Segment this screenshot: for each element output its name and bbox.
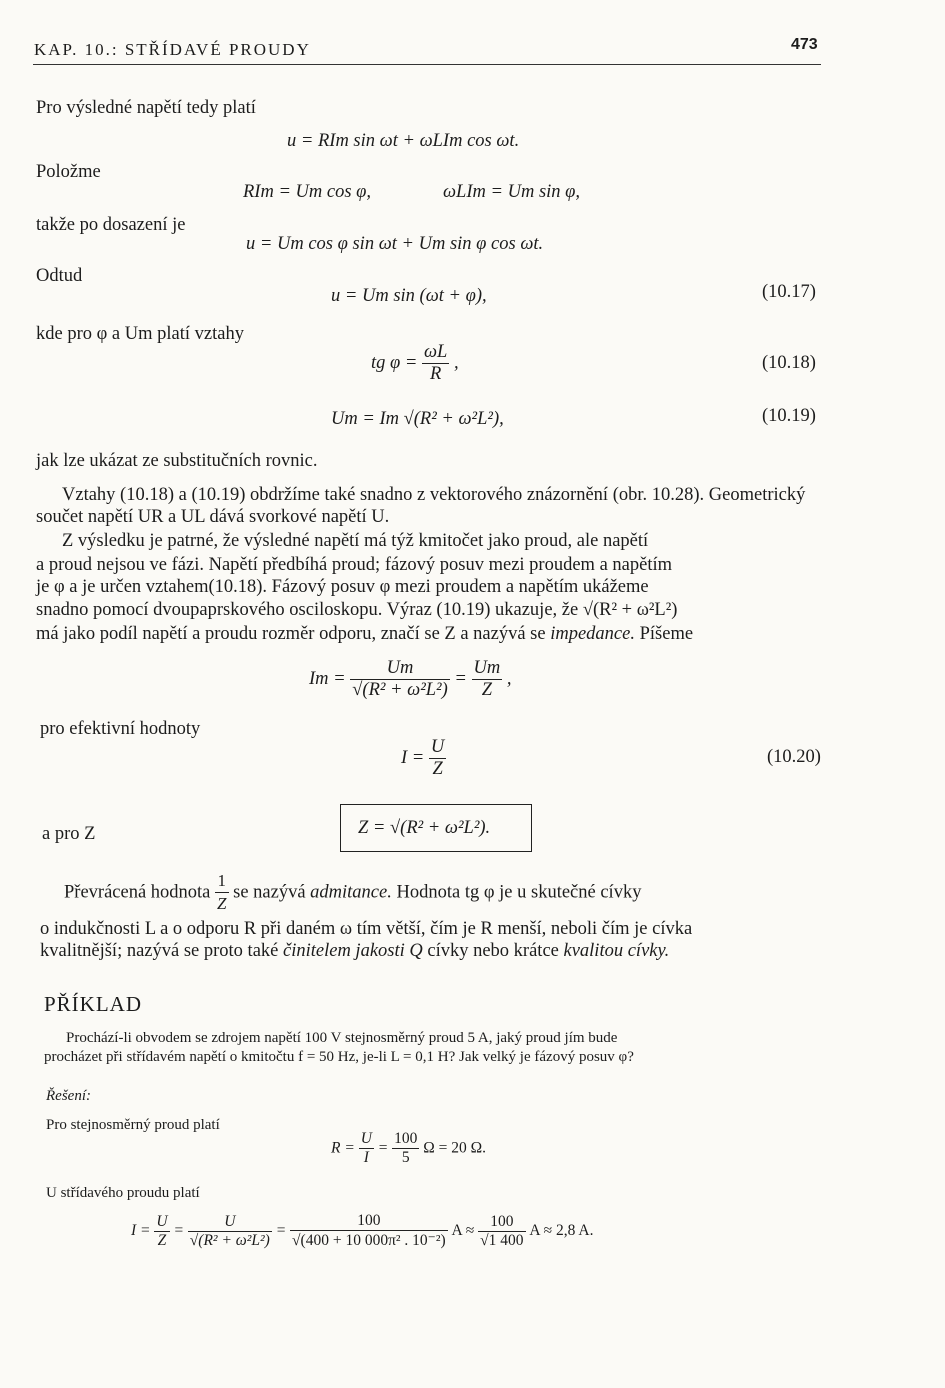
example-text-line-2: procházet při střídavém napětí o kmitočtu f = 50 Hz, je-li L = 0,1 H? Jak velký je fázový posuv φ? (44, 1049, 634, 1065)
eq8-fraction (429, 737, 446, 780)
equation-3: u = Um cos φ sin ωt + Um sin φ cos ωt. (246, 234, 544, 254)
odtud-text: Odtud (36, 266, 83, 286)
intro-text: Pro výsledné napětí tedy platí (36, 98, 256, 118)
ac-eq-approx-1: A ≈ (451, 1222, 475, 1239)
a-pro-z-text: a pro Z (42, 824, 96, 844)
paragraph-3-line-3-b: cívky nebo krátce (427, 941, 559, 961)
ac-eq-numerator-2: U (188, 1213, 272, 1232)
eq7-mid: = (454, 669, 467, 689)
paragraph-2-line-5-a: má jako podíl napětí a proudu rozměr odporu, značí se Z a nazývá se (36, 624, 546, 644)
eq7-denominator-1: √(R² + ω²L²) (352, 680, 448, 700)
ac-eq-fraction-3 (290, 1212, 448, 1250)
takze-text: takže po dosazení je (36, 215, 186, 235)
ac-equation (131, 1212, 593, 1250)
eq7-left: Im = (309, 669, 346, 689)
term-impedance: impedance. (550, 624, 635, 644)
dc-eq-numerator-2: 100 (394, 1130, 418, 1147)
eq5-numerator: ωL (423, 342, 448, 362)
solution-label: Řešení: (46, 1088, 91, 1104)
ac-eq-left: I = (131, 1222, 151, 1239)
pro-efektivni-text: pro efektivní hodnoty (40, 719, 201, 739)
example-text-line-1: Prochází-li obvodem se zdrojem napětí 100 V stejnosměrný proud 5 A, jaký proud jím bude (66, 1030, 618, 1046)
paragraph-2-line-5 (36, 623, 693, 645)
eq5-denominator: R (430, 364, 442, 384)
equation-7 (309, 658, 511, 701)
paragraph-3-line-1-a: Převrácená hodnota (64, 882, 211, 903)
paragraph-2-line-4: snadno pomocí dvoupaprskového osciloskopu. Výraz (10.19) ukazuje, že √(R² + ω²L²) (36, 600, 678, 620)
ac-eq-equals-1: = (173, 1222, 184, 1239)
dc-eq-mid: = (377, 1139, 389, 1157)
equation-number-10-20: (10.20) (767, 747, 821, 767)
reciprocal-denominator: Z (217, 894, 227, 913)
ac-eq-numerator-3: 100 (290, 1212, 448, 1231)
equation-1: u = RIm sin ωt + ωLIm cos ωt. (287, 131, 520, 151)
ac-text: U střídavého proudu platí (46, 1185, 200, 1201)
eq5-tail: , (453, 353, 459, 373)
paragraph-3-line-2: o indukčnosti L a o odporu R při daném ω tím větší, čím je R menší, neboli čím je cívka (40, 919, 693, 939)
dc-text: Pro stejnosměrný proud platí (46, 1117, 220, 1133)
paragraph-2-line-3: je φ a je určen vztahem(10.18). Fázový posuv φ mezi proudem a napětím ukážeme (36, 577, 649, 597)
kde-text: kde pro φ a Um platí vztahy (36, 324, 244, 344)
jak-text: jak lze ukázat ze substitučních rovnic. (36, 451, 318, 471)
ac-eq-denominator-1: Z (157, 1231, 167, 1249)
paragraph-3-line-1-c: Hodnota tg φ je u skutečné cívky (396, 882, 642, 903)
ac-eq-fraction-2 (188, 1213, 272, 1250)
eq5-left: tg φ = (371, 353, 418, 373)
eq8-numerator: U (430, 737, 445, 757)
paragraph-3-line-1 (64, 870, 641, 915)
eq7-tail: , (506, 669, 512, 689)
equation-8 (401, 737, 446, 780)
ac-eq-denominator-3: √(400 + 10 000π² . 10⁻²) (292, 1232, 446, 1249)
paragraph-2-line-2: a proud nejsou ve fázi. Napětí předbíhá proud; fázový posuv mezi proudem a napětím (36, 555, 672, 575)
eq7-denominator-2: Z (481, 680, 493, 700)
equation-number-10-17: (10.17) (762, 282, 816, 302)
equation-number-10-18: (10.18) (762, 353, 816, 373)
reciprocal-numerator: 1 (215, 870, 228, 893)
term-admitance: admitance. (310, 882, 392, 903)
paragraph-3-line-3 (40, 940, 669, 962)
dc-eq-denominator-2: 5 (401, 1149, 410, 1166)
ac-eq-fraction-4 (478, 1213, 525, 1250)
paragraph-3-line-3-a: kvalitnější; nazývá se proto také (40, 941, 279, 961)
eq7-fraction-2 (472, 658, 503, 701)
dc-eq-fraction-2 (392, 1130, 419, 1167)
dc-eq-numerator-1: U (360, 1130, 372, 1147)
equation-4: u = Um sin (ωt + φ), (331, 286, 487, 306)
header-rule (33, 64, 821, 65)
dc-eq-denominator-1: I (363, 1149, 369, 1166)
paragraph-3-line-1-b: se nazývá (233, 882, 306, 903)
paragraph-2-line-5-b: Píšeme (639, 624, 694, 644)
eq7-numerator-2: Um (473, 658, 501, 678)
eq7-fraction-1 (350, 658, 450, 701)
term-cinitel-jakosti: činitelem jakosti Q (283, 941, 423, 961)
ac-eq-denominator-4: √1 400 (480, 1231, 524, 1249)
polozme-text: Položme (36, 162, 101, 182)
eq7-numerator-1: Um (350, 658, 450, 680)
eq8-left: I = (401, 748, 425, 768)
running-header: KAP. 10.: STŘÍDAVÉ PROUDY (34, 40, 311, 59)
equation-2a: RIm = Um cos φ, (243, 182, 372, 202)
page-number: 473 (791, 36, 818, 53)
equation-number-10-19: (10.19) (762, 406, 816, 426)
example-heading: PŘÍKLAD (44, 992, 143, 1016)
eq8-denominator: Z (432, 759, 443, 779)
eq5-fraction (422, 342, 449, 385)
dc-eq-left: R = (331, 1139, 355, 1157)
equation-5 (371, 342, 459, 385)
ac-eq-numerator-4: 100 (478, 1213, 525, 1232)
ac-eq-equals-2: = (275, 1222, 287, 1239)
ac-eq-result: A ≈ 2,8 A. (529, 1222, 594, 1239)
paragraph-1: Vztahy (10.18) a (10.19) obdržíme také snadno z vektorového znázornění (obr. 10.28). Geometrický součet napětí UR a UL dává svorkové napětí U. (36, 485, 806, 527)
ac-eq-fraction-1 (154, 1213, 169, 1250)
dc-eq-fraction-1 (359, 1130, 374, 1167)
dc-equation (331, 1130, 486, 1167)
term-kvalita-civky: kvalitou cívky. (563, 941, 670, 961)
dc-eq-right: Ω = 20 Ω. (423, 1139, 487, 1157)
ac-eq-denominator-2: √(R² + ω²L²) (189, 1231, 270, 1249)
equation-9-boxed: Z = √(R² + ω²L²). (358, 818, 491, 838)
ac-eq-numerator-1: U (156, 1212, 168, 1230)
reciprocal-fraction (215, 870, 228, 915)
equation-2b: ωLIm = Um sin φ, (443, 182, 581, 202)
equation-6: Um = Im √(R² + ω²L²), (331, 409, 504, 429)
paragraph-2-line-1: Z výsledku je patrné, že výsledné napětí má týž kmitočet jako proud, ale napětí (62, 531, 649, 551)
